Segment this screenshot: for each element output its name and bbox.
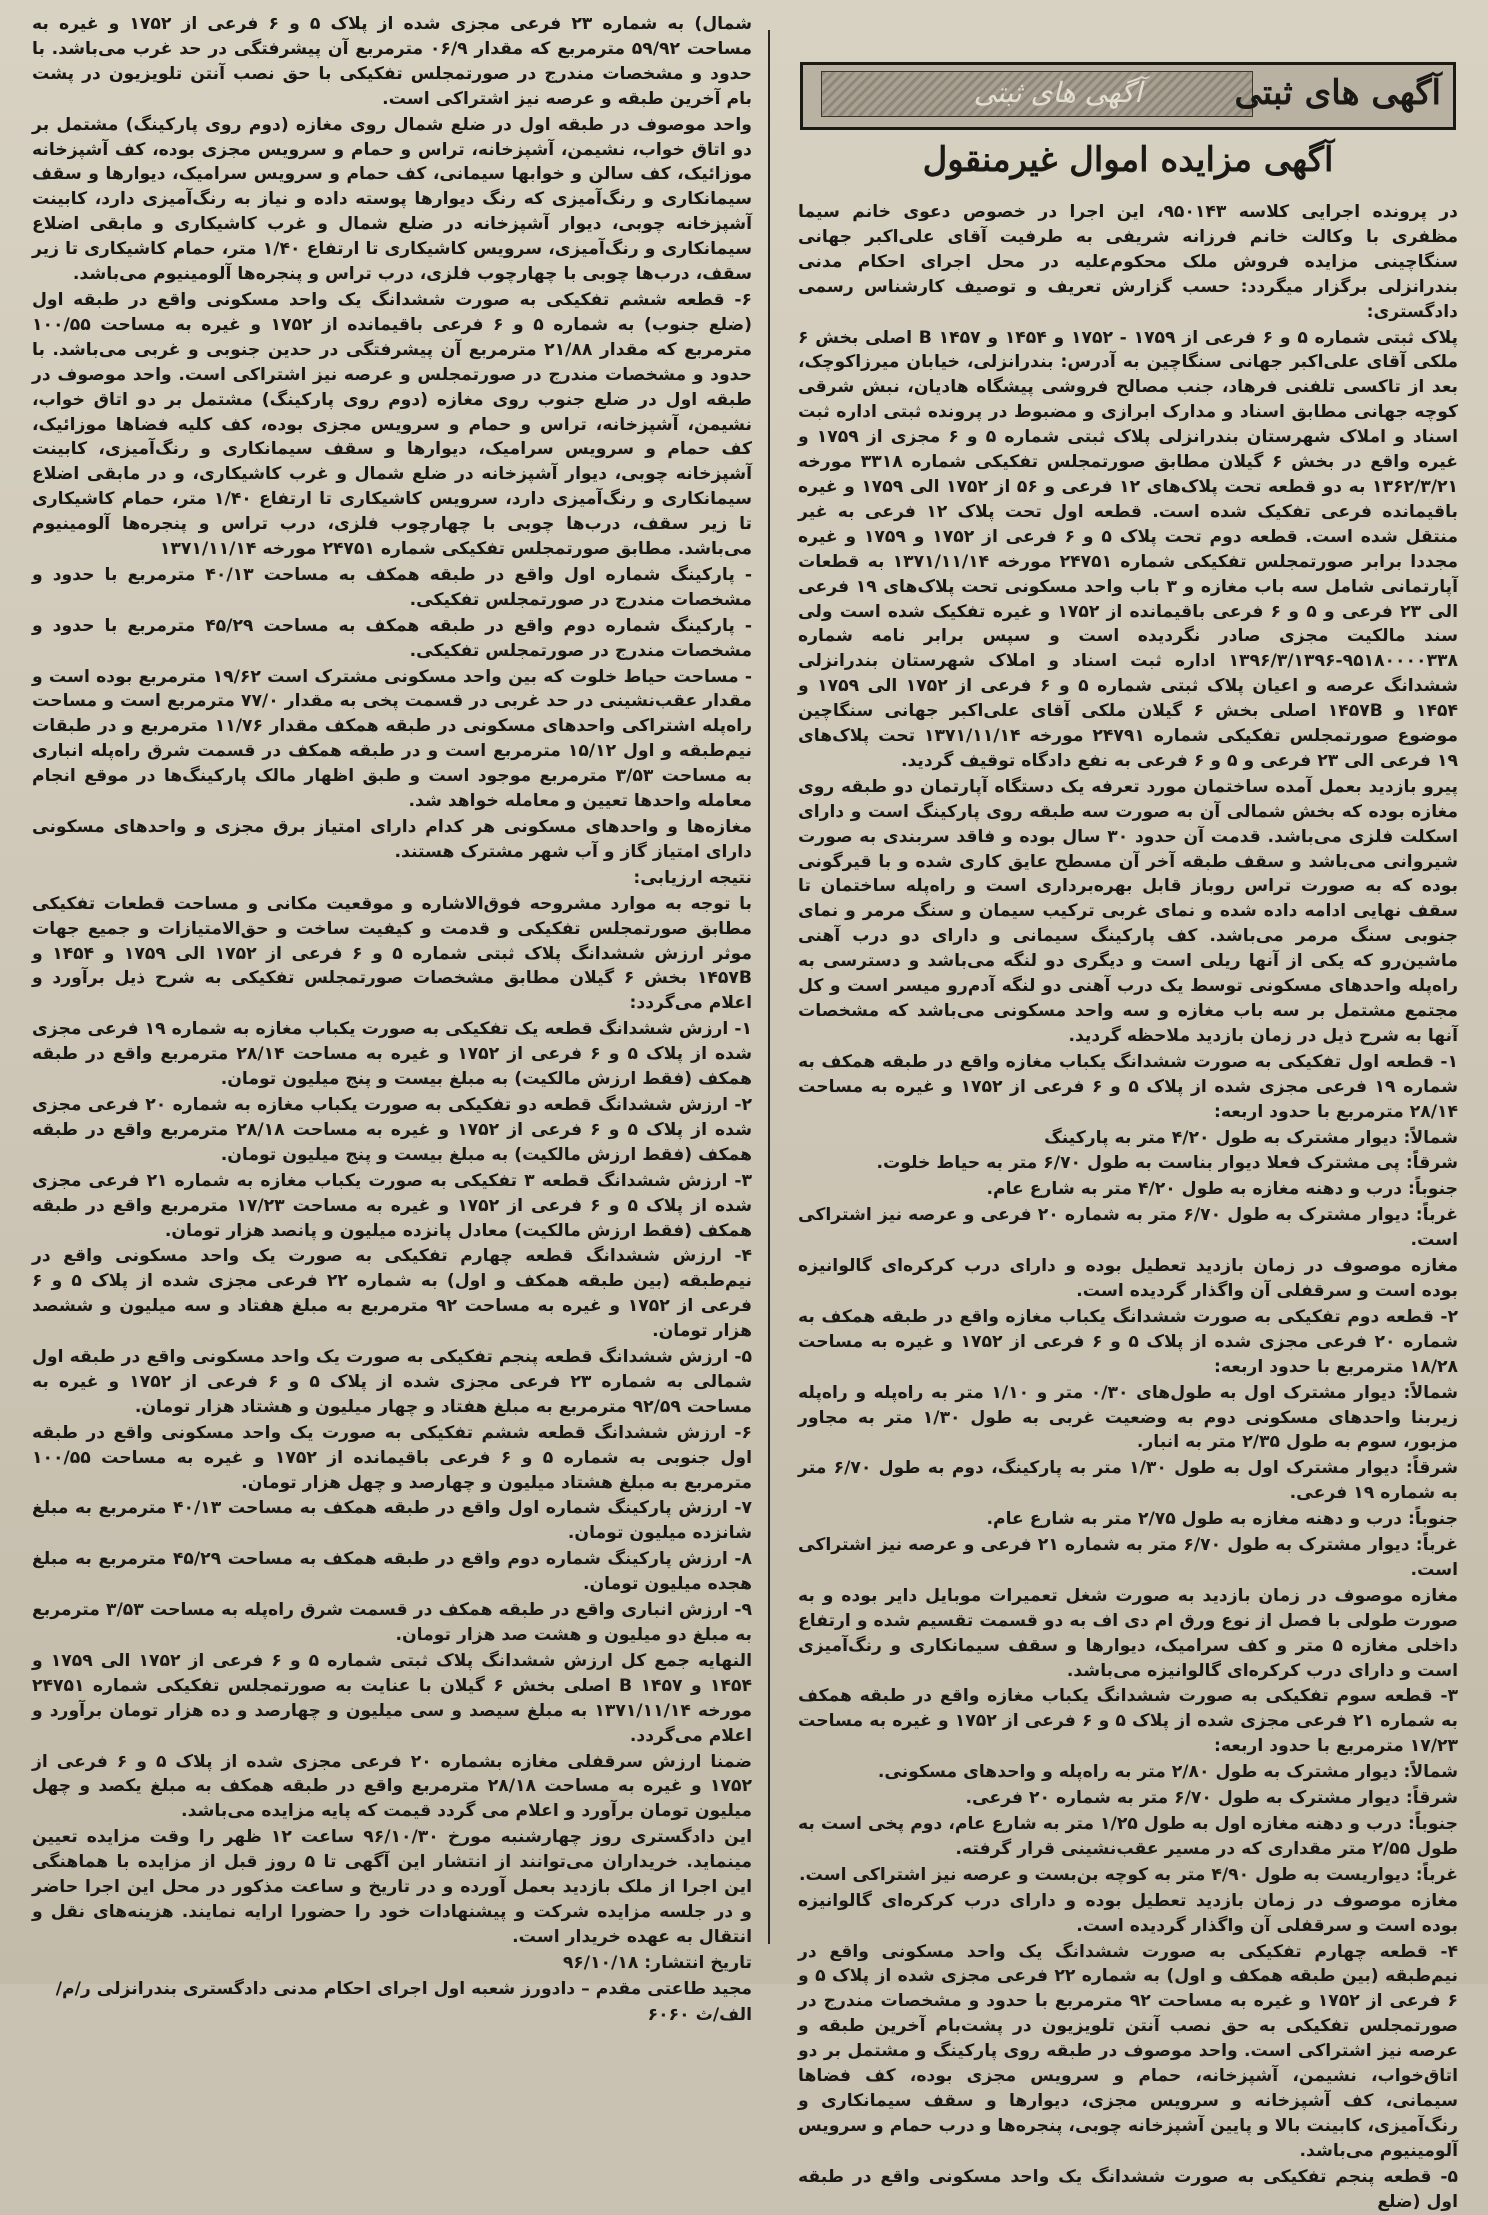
paragraph: ۹- ارزش انباری واقع در طبقه همکف در قسمت شرق راه‌پله به مساحت ۳/۵۳ مترمربع به مبلغ دو میلیون و هشت صد هزار تومان. — [32, 1600, 752, 1645]
paragraph: واحد موصوف در طبقه اول در ضلع شمال روی مغازه (دوم روی پارکینگ) مشتمل بر دو اتاق خواب، نشیمن، آشپزخانه، تراس و حمام و سرویس مجزی بوده، کف آشپزخانه موزائیک، کف سالن و خوابها سیمانی، کف حمام و سرویس سرامیک، دیوارها و سقف سیمانکاری و رنگ‌آمیزی که رنگ دیوارها پوسته داده و نیاز به رنگ‌آمیزی دارد، کابینت آشپزخانه چوبی، دیوار آشپزخانه در ضلع شمال و غرب کاشیکاری و مابقی اضلاع سیمانکاری و رنگ‌آمیزی، سرویس کاشیکاری تا ارتفاع ۱/۴۰ متر، حمام کاشیکاری تا زیر سقف، درب‌ها چوبی با چهارچوب فلزی، درب تراس و پنجره‌ها آلومینیوم می‌باشد. — [32, 114, 752, 285]
paragraph: مغازه‌ها و واحدهای مسکونی هر کدام دارای امتیاز برق مجزی و واحدهای مسکونی دارای امتیاز گاز و آب شهر مشترک هستند. — [32, 817, 752, 862]
paragraph: الف/ث ۶۰۶۰ — [647, 2004, 752, 2025]
paragraph: شمالاً: دیوار مشترک به طول ۲/۸۰ متر به راه‌پله و واحدهای مسکونی. — [877, 1762, 1458, 1783]
paragraph: جنوباً: درب و دهنه مغازه اول به طول ۱/۲۵ متر به شارع عام، دوم پخی است به طول ۲/۵۵ متر مقداری که در مسیر عقب‌نشینی قرار گرفته. — [798, 1814, 1458, 1859]
paragraph: غرباً: دیوار مشترک به طول ۶/۷۰ متر به شماره ۲۱ فرعی و عرصه نیز اشتراکی است. — [798, 1535, 1458, 1580]
paragraph: با توجه به موارد مشروحه فوق‌الاشاره و موقعیت مکانی و مساحت قطعات تفکیکی مطابق صورتمجلس تفکیکی و قدمت و کیفیت ساخت و حق‌الامتیازات و جمیع جهات موثر ارزش ششدانگ پلاک ثبتی شماره ۵ و ۶ فرعی از ۱۷۵۲ الی ۱۷۵۹ و ۱۴۵۴ و ۱۴۵۷B بخش ۶ گیلان مطابق مشخصات صورتمجلس تفکیکی به شرح ذیل برآورد و اعلام می‌گردد: — [32, 893, 753, 1014]
paragraph: - پارکینگ شماره اول واقع در طبقه همکف به مساحت ۴۰/۱۳ مترمربع با حدود و مشخصات مندرج در صورتمجلس تفکیکی. — [32, 564, 752, 610]
paragraph: ۷- ارزش پارکینگ شماره اول واقع در طبقه همکف به مساحت ۴۰/۱۳ مترمربع به مبلغ شانزده میلیون تومان. — [32, 1498, 753, 1544]
paragraph: این دادگستری روز چهارشنبه مورخ ۹۶/۱۰/۳۰ ساعت ۱۲ ظهر را وقت مزایده تعیین مینماید. خریداران می‌توانند از انتشار این آگهی تا ۵ روز قبل از مزایده با هماهنگی این اجرا از ملک بازدید بعمل آورده و در تاریخ و ساعت مذکور در محل این اجرا حاضر و در جلسه مزایده شرکت و پیشنهادات خود را حضورا ارایه نمایند. هزینه‌های نقل و انتقال به عهده خریدار است. — [32, 1827, 752, 1947]
paragraph: ۵- ارزش ششدانگ قطعه پنجم تفکیکی به صورت یک واحد مسکونی واقع در طبقه اول شمالی به شماره ۲۳ فرعی مجزی شده از پلاک ۵ و ۶ فرعی از ۱۷۵۲ و غیره به مساحت ۹۲/۵۹ مترمربع به مبلغ هفتاد و چهار میلیون و هشتاد هزار تومان. — [32, 1347, 752, 1417]
paragraph: شرقاً: پی مشترک فعلا دیوار بناست به طول ۶/۷۰ متر به حیاط خلوت. — [876, 1153, 1458, 1174]
paragraph: مغازه موصوف در زمان بازدید تعطیل بوده و دارای درب کرکره‌ای گالوانیزه بوده است و سرقفلی آن واگذار گردیده است. — [798, 1890, 1458, 1936]
paragraph: شمال) به شماره ۲۳ فرعی مجزی شده از پلاک ۵ و ۶ فرعی از ۱۷۵۲ و غیره به مساحت ۵۹/۹۲ مترمربع که مقدار ۰۶/۹ مترمربع آن پیشرفتگی در حد غرب می‌باشد. با حدود و مشخصات مندرج در صورتمجلس تفکیکی با حق نصب آنتن تلویزیون در پشت بام آخرین طبقه و عرصه نیز اشتراکی است. — [32, 14, 752, 109]
paragraph: در پرونده اجرایی کلاسه ۹۵۰۱۴۳، این اجرا در خصوص دعوی خانم سیما مظفری با وکالت خانم فرزانه شریفی به طرفیت آقای علی‌اکبر جهانی سنگاچینی مزایده فروش ملک محکوم‌علیه در محل اجرای احکام مدنی بندرانزلی برگزار میگردد: حسب گزارش تعریف و توصیف کارشناس رسمی دادگستری: — [798, 202, 1458, 322]
right-column — [798, 200, 1459, 2212]
paragraph: ۶- ارزش ششدانگ قطعه ششم تفکیکی به صورت یک واحد مسکونی واقع در طبقه اول جنوبی به شماره ۵ و ۶ فرعی باقیمانده از ۱۷۵۲ و غیره به مساحت ۱۰۰/۵۵ مترمربع به مبلغ هشتاد میلیون و چهارصد و چهل هزار تومان. — [32, 1422, 752, 1493]
paragraph: غرباً: دیوار مشترک به طول ۶/۷۰ متر به شماره ۲۰ فرعی و عرصه نیز اشتراکی است. — [798, 1205, 1458, 1251]
paragraph: ۶- قطعه ششم تفکیکی به صورت ششدانگ یک واحد مسکونی واقع در طبقه اول (ضلع جنوب) به شماره ۵ و ۶ فرعی باقیمانده از ۱۷۵۲ و غیره به مساحت ۱۰۰/۵۵ مترمربع که مقدار ۲۱/۸۸ مترمربع آن پیشرفتگی در حدین جنوبی و غربی می‌باشد. با حدود و مشخصات مندرج در صورتمجلس و عرصه نیز اشتراکی است. واحد موصوف در طبقه اول در ضلع جنوب روی مغازه (دوم روی پارکینگ) مشتمل بر دو اتاق خواب، نشیمن، آشپزخانه، تراس و حمام و سرویس مجزی بوده، کف کلیه فضاها موزائیک، کف حمام و سرویس سرامیک، دیوارها و سقف سیمانکاری و رنگ‌آمیزی، کابینت آشپزخانه چوبی، دیوار آشپزخانه در ضلع شمال و غرب کاشیکاری، و در مابقی اضلاع سیمانکاری و رنگ‌آمیزی دارد، سرویس کاشیکاری تا ارتفاع ۱/۴۰ متر، حمام کاشیکاری تا زیر سقف، درب‌ها چوبی با چهارچوب فلزی، درب تراس و پنجره‌ها آلومینیوم می‌باشد. مطابق صورتمجلس تفکیکی شماره ۲۴۷۵۱ مورخه ۱۳۷۱/۱۱/۱۴ — [32, 289, 752, 560]
paragraph: ۴- ارزش ششدانگ قطعه چهارم تفکیکی به صورت یک واحد مسکونی واقع در نیم‌طبقه (بین طبقه همکف و اول) به شماره ۲۲ فرعی مجزی شده از پلاک ۵ و ۶ فرعی از ۱۷۵۲ و غیره به مساحت ۹۲ مترمربع به مبلغ هفتاد و سه میلیون و ششصد هزار تومان. — [32, 1246, 752, 1342]
paragraph: شرقاً: دیوار مشترک به طول ۶/۷۰ متر به شماره ۲۰ فرعی. — [965, 1788, 1458, 1809]
column-divider — [768, 30, 770, 1944]
paragraph: النهایه جمع کل ارزش ششدانگ پلاک ثبتی شماره ۵ و ۶ فرعی از ۱۷۵۲ الی ۱۷۵۹ و ۱۴۵۴ و ۱۴۵۷ B اصلی بخش ۶ گیلان با عنایت به صورتمجلس تفکیکی شماره ۲۴۷۵۱ مورخه ۱۳۷۱/۱۱/۱۴ به مبلغ سیصد و سی میلیون و چهارصد و ده هزار تومان برآورد و اعلام می‌گردد. — [32, 1650, 753, 1746]
notice-heading: آگهی مزایده اموال غیرمنقول — [922, 140, 1334, 180]
paragraph: شمالاً: دیوار مشترک به طول ۴/۲۰ متر به پارکینگ — [1044, 1127, 1458, 1148]
paragraph: پیرو بازدید بعمل آمده ساختمان مورد تعرفه یک دستگاه آپارتمان دو طبقه روی مغازه بوده که بخش شمالی آن به صورت سه طبقه روی پارکینگ است و دارای اسکلت فلزی می‌باشد. قدمت آن حدود ۳۰ سال بوده و فاقد سربندی به صورت شیروانی می‌باشد و سقف طبقه آخر آن مسطح عایق کاری شده و با قیرگونی بوده که به صورت تراس روباز قابل بهره‌برداری است و راه‌پله ساختمان تا سقف نهایی ادامه داده شده و نمای غربی ترکیب سیمان و سنگ مرمر و نمای جنوبی سنگ مرمر می‌باشد. کف پارکینگ سیمانی و دارای دو درب آهنی ماشین‌رو که یکی از آنها ریلی است و دیگری دو لنگه می‌باشد و دسترسی به راه‌پله واحدهای مسکونی توسط یک درب آهنی دو لنگه آدم‌رو میسر است و کل مجتمع مشتمل بر سه باب مغازه و سه واحد مسکونی می‌باشد که مشخصات آنها به شرح ذیل در زمان بازدید ملاحظه گردید. — [798, 776, 1458, 1046]
paragraph: - مساحت حیاط خلوت که بین واحد مسکونی مشترک است ۱۹/۶۲ مترمربع بوده است و مقدار عقب‌نشینی در حد غربی در قسمت پخی به مقدار ۷۷/۰ مترمربع است و مساحت راه‌پله اشتراکی واحدهای مسکونی در طبقه همکف مقدار ۱۱/۷۶ مترمربع و در طبقات نیم‌طبقه و اول ۱۵/۱۲ مترمربع است و در طبقه همکف در قسمت شرق راه‌پله انباری به مساحت ۳/۵۳ مترمربع موجود است و طبق اظهار مالک پارکینگ‌ها در موقع انجام معامله واحدها تعیین و معامله خواهد شد. — [32, 666, 752, 812]
paragraph: ضمنا ارزش سرقفلی مغازه بشماره ۲۰ فرعی مجزی شده از پلاک ۵ و ۶ فرعی از ۱۷۵۲ و غیره به مساحت ۲۸/۱۸ مترمربع واقع در طبقه همکف به مبلغ یکصد و چهل میلیون تومان برآورد و اعلام می گردد قیمت که پایه مزایده می‌باشد. — [32, 1751, 752, 1822]
paragraph: شمالاً: دیوار مشترک اول به طول‌های ۰/۳۰ متر و ۱/۱۰ متر به راه‌پله و راه‌پله زیربنا واحدهای مسکونی دوم به وضعیت غربی به طول ۱/۳۰ متر به مجاور مزبور، سوم به طول ۲/۳۵ متر به انبار. — [798, 1382, 1459, 1453]
paragraph: ۴- قطعه چهارم تفکیکی به صورت ششدانگ یک واحد مسکونی واقع در نیم‌طبقه (بین طبقه همکف و اول) به شماره ۲۲ فرعی مجزی شده از پلاک ۵ و ۶ فرعی از ۱۷۵۲ و غیره به مساحت ۹۲ مترمربع با حدود و مشخصات مندرج در صورتمجلس تفکیکی به حق نصب آنتن تلویزیون در پشت‌بام آخرین طبقه و عرصه نیز اشتراکی است. واحد موصوف در طبقه روی پارکینگ و مشتمل بر دو اتاق‌خواب، نشیمن، آشپزخانه، حمام و سرویس مجزی بوده، کف فضاها سیمانی، کف آشپزخانه و سرویس مجزی، دیوارها و سقف سیمانکاری و رنگ‌آمیزی، کابینت بالا و پایین آشپزخانه چوبی، پنجره‌ها و درب حمام و سرویس آلومینیوم می‌باشد. — [798, 1941, 1459, 2161]
paragraph: ۸- ارزش پارکینگ شماره دوم واقع در طبقه همکف به مساحت ۴۵/۲۹ مترمربع به مبلغ هجده میلیون تومان. — [32, 1549, 752, 1595]
paragraph: ۱- قطعه اول تفکیکی به صورت ششدانگ یکباب مغازه واقع در طبقه همکف به شماره ۱۹ فرعی مجزی شده از پلاک ۵ و ۶ فرعی از ۱۷۵۲ و غیره به مساحت ۲۸/۱۴ مترمربع با حدود اربعه: — [798, 1051, 1458, 1122]
section-banner — [800, 62, 1456, 130]
paragraph: مجید طاعتی مقدم – دادورز شعبه اول اجرای احکام مدنی دادگستری بندرانزلی ر/م/ — [55, 1978, 752, 1999]
paragraph: پلاک ثبتی شماره ۵ و ۶ فرعی از ۱۷۵۹ - ۱۷۵۲ و ۱۴۵۴ و ۱۴۵۷ B اصلی بخش ۶ ملکی آقای علی‌اکبر جهانی سنگاچین به آدرس: بندرانزلی، خیابان میرزاکوچک، بعد از تاکسی تلفنی فرهاد، جنب مصالح فروشی پیشگاه هادیان، نبش شرقی کوچه جهانی مطابق اسناد و مدارک ابرازی و مضبوط در پرونده ثبتی اداره ثبت اسناد و املاک شهرستان بندرانزلی پلاک ثبتی شماره ۵ و ۶ مجزی از ۱۷۵۹ و غیره واقع در بخش ۶ گیلان مطابق صورتمجلس تفکیکی شماره ۳۳۱۸ مورخه ۱۳۶۲/۳/۲۱ به دو قطعه تحت پلاک‌های ۱۲ فرعی و ۵۶ از ۱۷۵۲ الی ۱۷۵۹ و غیره باقیمانده فرعی تفکیک شده است. قطعه اول تحت پلاک ۱۲ فرعی به غیر منتقل شده است. قطعه دوم تحت پلاک ۵ و ۶ فرعی از ۱۷۵۲ و ۱۷۵۹ و غیره مجددا برابر صورتمجلس تفکیکی شماره ۲۴۷۵۱ مورخه ۱۳۷۱/۱۱/۱۴ به قطعات آپارتمانی شامل سه باب مغازه و ۳ باب واحد مسکونی تحت پلاک‌های ۱۹ فرعی الی ۲۳ فرعی و ۵ و ۶ فرعی باقیمانده از ۱۷۵۲ و غیره تفکیک شده است ولی سند مالکیت مجزی صادر نگردیده است و سپس برابر نامه شماره ۹۵۱۸۰۰۰۰۳۳۸-۱۳۹۶/۳/۱۳۹۶ اداره ثبت اسناد و املاک شهرستان بندرانزلی ششدانگ عرصه و اعیان پلاک ثبتی شماره ۵ و ۶ فرعی از ۱۷۵۲ الی ۱۷۵۹ و ۱۴۵۴ و ۱۴۵۷B اصلی بخش ۶ گیلان ملکی آقای علی‌اکبر جهانی سنگاچین موضوع صورتمجلس تفکیکی شماره ۲۴۷۹۱ مورخه ۱۳۷۱/۱۱/۱۴ تحت پلاک‌های ۱۹ فرعی الی ۲۳ فرعی و ۵ و ۶ فرعی به نفع دادگاه توقیف گردید. — [798, 327, 1459, 771]
left-column — [32, 12, 753, 2025]
paragraph: ۱- ارزش ششدانگ قطعه یک تفکیکی به صورت یکباب مغازه به شماره ۱۹ فرعی مجزی شده از پلاک ۵ و ۶ فرعی از ۱۷۵۲ و غیره به مساحت ۲۸/۱۴ مترمربع واقع در طبقه همکف (فقط ارزش مالکیت) به مبلغ بیست و پنج میلیون تومان. — [32, 1019, 752, 1090]
paragraph: ۳- قطعه سوم تفکیکی به صورت ششدانگ یکباب مغازه واقع در طبقه همکف به شماره ۲۱ فرعی مجزی شده از پلاک ۵ و ۶ فرعی از ۱۷۵۲ و غیره به مساحت ۱۷/۲۳ مترمربع با حدود اربعه: — [798, 1686, 1458, 1757]
paragraph: جنوباً: درب و دهنه مغازه به طول ۲/۷۵ متر به شارع عام. — [986, 1509, 1458, 1530]
paragraph: مغازه موصوف در زمان بازدید تعطیل بوده و دارای درب کرکره‌ای گالوانیزه بوده است و سرقفلی آن واگذار گردیده است. — [798, 1256, 1458, 1301]
banner-pattern — [821, 71, 1253, 117]
paragraph: ۳- ارزش ششدانگ قطعه ۳ تفکیکی به صورت یکباب مغازه به شماره ۲۱ فرعی مجزی شده از پلاک ۵ و ۶ فرعی از ۱۷۵۲ و غیره به مساحت ۱۷/۲۳ مترمربع واقع در طبقه همکف (فقط ارزش مالکیت) معادل پانزده میلیون و پانصد هزار تومان. — [32, 1170, 752, 1241]
paragraph: - پارکینگ شماره دوم واقع در طبقه همکف به مساحت ۴۵/۲۹ مترمربع با حدود و مشخصات مندرج در صورتمجلس تفکیکی. — [32, 615, 752, 661]
paragraph: مغازه موصوف در زمان بازدید به صورت شغل تعمیرات موبایل دایر بوده و به صورت طولی با فصل از نوع ورق ام دی اف به دو قسمت تقسیم شده و ارتفاع داخلی مغازه ۵ متر و کف سرامیک، دیوارها و سقف سیمانکاری و رنگ‌آمیزی است و دارای درب کرکره‌ای گالوانیزه می‌باشد. — [798, 1585, 1458, 1681]
paragraph: ۲- ارزش ششدانگ قطعه دو تفکیکی به صورت یکباب مغازه به شماره ۲۰ فرعی مجزی شده از پلاک ۵ و ۶ فرعی از ۱۷۵۲ و غیره به مساحت ۲۸/۱۸ مترمربع واقع در طبقه همکف (فقط ارزش مالکیت) به مبلغ بیست و پنج میلیون تومان. — [32, 1094, 752, 1165]
banner-pattern-label: آگهی های ثبتی — [973, 76, 1142, 109]
paragraph: جنوباً: درب و دهنه مغازه به طول ۴/۲۰ متر به شارع عام. — [986, 1179, 1458, 1200]
paragraph: شرقاً: دیوار مشترک اول به طول ۱/۳۰ متر به پارکینگ، دوم به طول ۶/۷۰ متر به شماره ۱۹ فرعی. — [798, 1458, 1458, 1504]
paragraph: غرباً: دیواریست به طول ۴/۹۰ متر به کوچه بن‌بست و عرصه نیز اشتراکی است. — [799, 1864, 1458, 1885]
paragraph: تاریخ انتشار: ۹۶/۱۰/۱۸ — [562, 1952, 752, 1973]
paragraph: ۲- قطعه دوم تفکیکی به صورت ششدانگ یکباب مغازه واقع در طبقه همکف به شماره ۲۰ فرعی مجزی شده از پلاک ۵ و ۶ فرعی از ۱۷۵۲ و غیره به مساحت ۱۸/۲۸ مترمربع با حدود اربعه: — [798, 1306, 1458, 1377]
paragraph: نتیجه ارزیابی: — [633, 867, 752, 888]
paragraph: ۵- قطعه پنجم تفکیکی به صورت ششدانگ یک واحد مسکونی واقع در طبقه اول (ضلع — [798, 2166, 1458, 2212]
section-label: آگهی های ثبتی — [1234, 73, 1441, 113]
